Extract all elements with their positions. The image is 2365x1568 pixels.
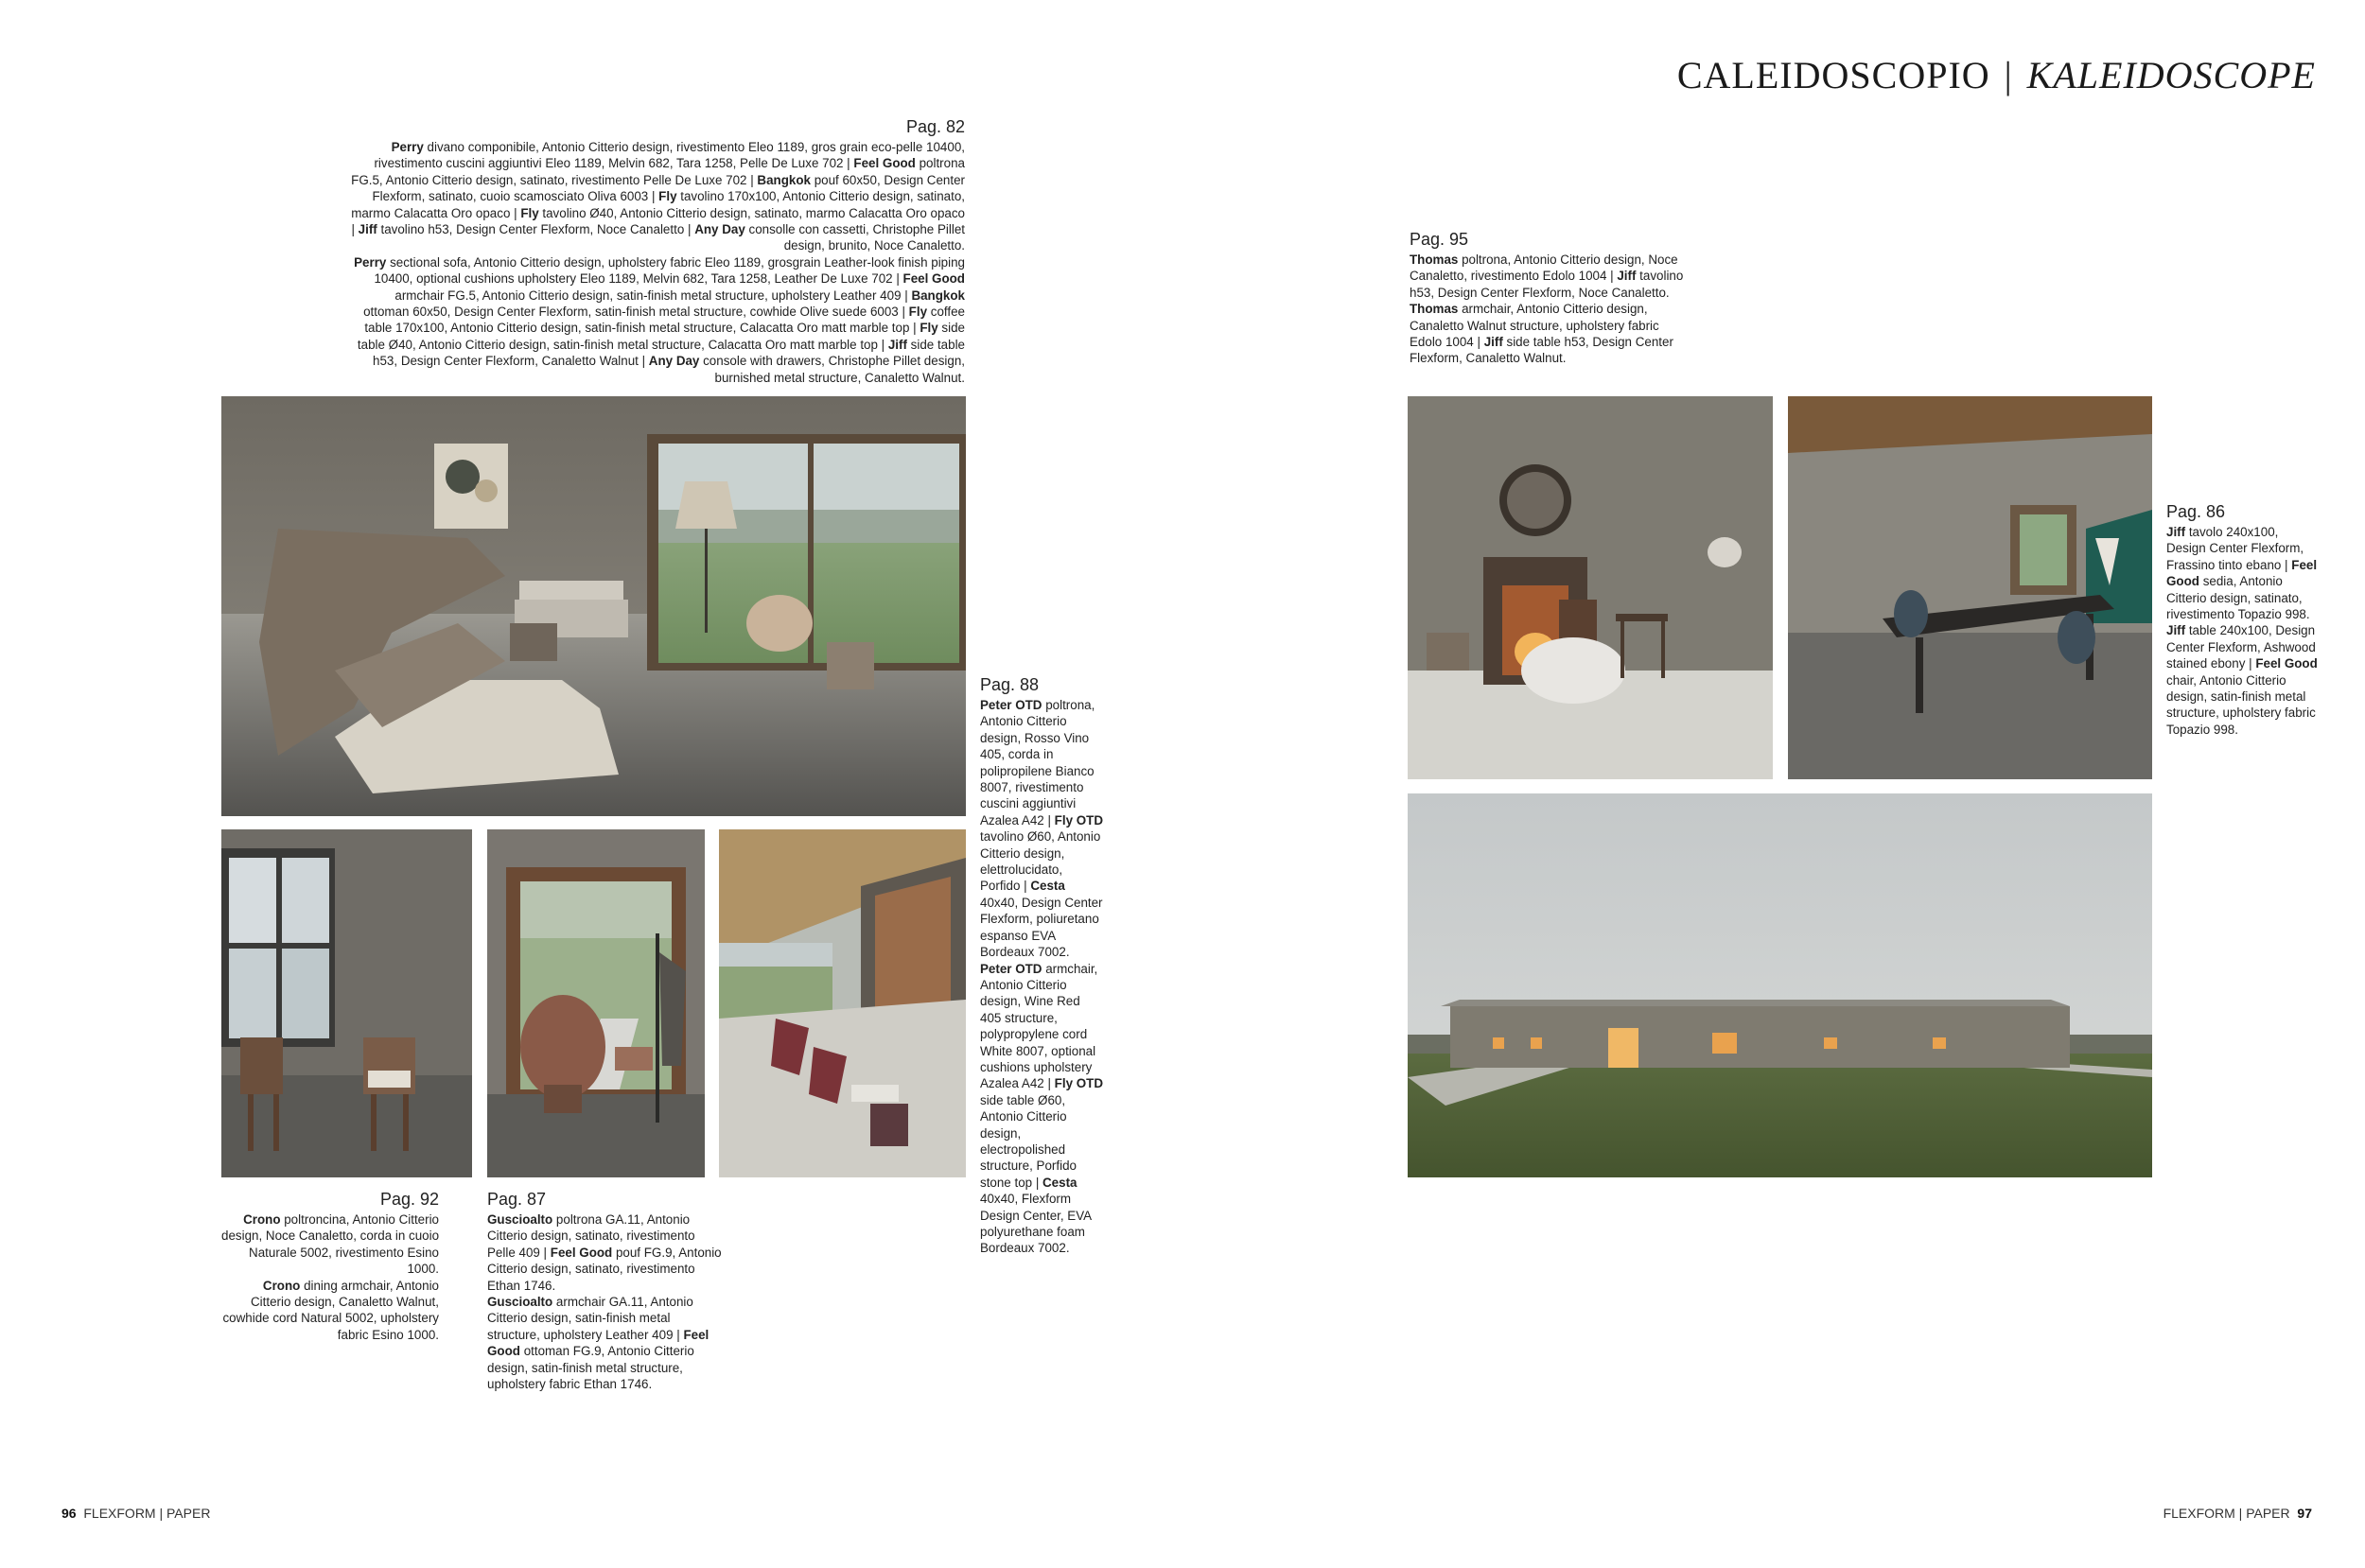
caption-pag-86 <box>2166 502 2318 738</box>
caption-page-number: Pag. 95 <box>1410 230 1469 249</box>
caption-page-number: Pag. 88 <box>980 675 1040 694</box>
product-name: Cesta <box>1030 879 1065 894</box>
product-name: Jiff <box>2166 623 2186 638</box>
title-english: KALEIDOSCOPE <box>2026 54 2316 96</box>
product-name: Thomas <box>1410 253 1459 267</box>
caption-text-it: Perry divano componibile, Antonio Citterio design, rivestimento Eleo 1189, gros grain eco-pelle 10400, rivestimento cuscini aggiuntivi Eleo 1189, Melvin 682, Tara 1258, Pelle De Luxe 702 | Feel Good poltrona FG.5, Antonio Citterio design, satinato, rivestimento Pelle De Luxe 702 | Bangkok pouf 60x50, Design Center Flexform, satinato, cuoio scamosciato Oliva 6003 | Fly tavolino 170x100, Antonio Citterio design, satinato, marmo Calacatta Oro opaco | Fly tavolino Ø40, Antonio Citterio design, satinato, marmo Calacatta Oro opaco | Jiff tavolino h53, Design Center Flexform, Noce Canaletto | Any Day consolle con cassetti, Christophe Pillet design, brunito, Noce Canaletto. <box>351 140 965 253</box>
page-number-right: 97 <box>2297 1506 2312 1521</box>
product-name: Jiff <box>1617 269 1637 284</box>
caption-pag-82 <box>350 117 965 386</box>
product-name: Feel Good <box>2166 557 2318 589</box>
product-name: Jiff <box>887 337 907 352</box>
guscioalto-armchair-photo <box>487 829 705 1177</box>
dining-armchairs-photo <box>221 829 472 1177</box>
product-name: Crono <box>243 1212 281 1227</box>
product-name: Fly <box>908 305 928 320</box>
caption-text-en: Peter OTD armchair, Antonio Citterio design, Wine Red 405 structure, polypropylene cord White 8007, optional cushions upholstery Azalea A42 | Fly OTD side table Ø60, Antonio Citterio design, electropolished structure, Porfido stone top | Cesta 40x40, Flexform Design Center, EVA polyurethane foam Bordeaux 7002. <box>980 961 1104 1256</box>
caption-page-number: Pag. 86 <box>2166 502 2226 521</box>
outdoor-porch-photo <box>719 829 966 1177</box>
caption-page-number: Pag. 82 <box>905 117 965 136</box>
caption-text-it: Peter OTD poltrona, Antonio Citterio design, Rosso Vino 405, corda in polipropilene Bianco 8007, rivestimento cuscini aggiuntivi Azalea A42 | Fly OTD tavolino Ø60, Antonio Citterio design, elettrolucidato, Porfido | Cesta 40x40, Design Center Flexform, poliuretano espanso EVA Bordeaux 7002. <box>980 698 1104 960</box>
dining-table-photo <box>1788 396 2152 779</box>
caption-page-number: Pag. 87 <box>487 1190 547 1209</box>
caption-pag-88 <box>980 675 1103 1257</box>
caption-text-en: Guscioalto armchair GA.11, Antonio Citterio design, satin-finish metal structure, upholstery Leather 409 | Feel Good ottoman FG.9, Antonio Citterio design, satin-finish metal structure, upholstery fabric Ethan 1746. <box>487 1295 710 1392</box>
living-room-photo <box>221 396 966 816</box>
product-name: Feel Good <box>487 1327 710 1359</box>
caption-pag-87 <box>487 1190 724 1392</box>
title-separator: | <box>2004 54 2013 96</box>
caption-page-number: Pag. 92 <box>379 1190 439 1209</box>
footer-right <box>2164 1506 2312 1521</box>
product-name: Feel Good <box>902 271 965 287</box>
caption-text-en: Thomas armchair, Antonio Citterio design, Canaletto Walnut structure, upholstery fabric Edolo 1004 | Jiff side table h53, Design Center Flexform, Canaletto Walnut. <box>1410 302 1673 366</box>
caption-pag-92 <box>221 1190 439 1343</box>
product-name: Bangkok <box>911 287 965 303</box>
product-name: Feel Good <box>853 156 916 171</box>
product-name: Guscioalto <box>487 1212 553 1227</box>
product-name: Fly <box>920 321 938 336</box>
title-italian: CALEIDOSCOPIO <box>1676 54 1990 96</box>
caption-text-it: Guscioalto poltrona GA.11, Antonio Citterio design, satinato, rivestimento Pelle 409 | Feel Good pouf FG.9, Antonio Citterio design, satinato, rivestimento Ethan 1746. <box>487 1212 722 1293</box>
product-name: Fly OTD <box>1054 1076 1104 1091</box>
product-name: Any Day <box>648 354 700 369</box>
product-name: Jiff <box>1483 335 1503 350</box>
caption-text-it: Crono poltroncina, Antonio Citterio design, Noce Canaletto, corda in cuoio Naturale 5002, rivestimento Esino 1000. <box>221 1212 440 1277</box>
caption-text-en: Perry sectional sofa, Antonio Citterio design, upholstery fabric Eleo 1189, grosgrain Leather-look finish piping 10400, optional cushions upholstery Eleo 1189, Melvin 682, Tara 1258, Leather De Luxe 702 | Feel Good armchair FG.5, Antonio Citterio design, satin-finish metal structure, upholstery Leather 409 | Bangkok ottoman 60x50, Design Center Flexform, satin-finish metal structure, cowhide Olive suede 6003 | Fly coffee table 170x100, Antonio Citterio design, satin-finish metal structure, Calacatta Oro matt marble top | Fly side table Ø40, Antonio Citterio design, satin-finish metal structure, Calacatta Oro matt marble top | Jiff side table h53, Design Center Flexform, Canaletto Walnut | Any Day console with drawers, Christophe Pillet design, burnished metal structure, Canaletto Walnut. <box>354 254 965 385</box>
product-name: Feel Good <box>550 1245 613 1260</box>
product-name: Guscioalto <box>487 1295 553 1310</box>
caption-text-en: Jiff table 240x100, Design Center Flexform, Ashwood stained ebony | Feel Good chair, Antonio Citterio design, satin-finish metal structure, upholstery fabric Topazio 998. <box>2166 623 2318 737</box>
product-name: Crono <box>262 1278 301 1293</box>
product-name: Peter OTD <box>980 698 1042 712</box>
product-name: Cesta <box>1042 1175 1077 1190</box>
caption-text-it: Jiff tavolo 240x100, Design Center Flexform, Frassino tinto ebano | Feel Good sedia, Antonio Citterio design, satinato, rivestimento Topazio 998. <box>2166 525 2318 622</box>
caption-text-en: Crono dining armchair, Antonio Citterio design, Canaletto Walnut, cowhide cord Natural 5002, upholstery fabric Esino 1000. <box>222 1278 439 1342</box>
caption-text-it: Thomas poltrona, Antonio Citterio design, Noce Canaletto, rivestimento Edolo 1004 | Jiff tavolino h53, Design Center Flexform, Noce Canaletto. <box>1410 253 1684 300</box>
building-exterior-photo <box>1408 793 2152 1177</box>
footer-brand-left: FLEXFORM | PAPER <box>83 1506 211 1521</box>
product-name: Thomas <box>1410 302 1459 317</box>
product-name: Feel Good <box>2255 656 2318 671</box>
product-name: Jiff <box>2166 525 2186 539</box>
product-name: Peter OTD <box>980 961 1042 976</box>
caption-pag-95 <box>1410 230 1693 367</box>
product-name: Jiff <box>358 222 377 237</box>
footer-left <box>61 1506 210 1521</box>
product-name: Bangkok <box>757 172 811 187</box>
product-name: Any Day <box>694 222 745 237</box>
footer-brand-right: FLEXFORM | PAPER <box>2163 1506 2290 1521</box>
product-name: Fly <box>658 189 677 204</box>
product-name: Fly <box>520 205 539 220</box>
product-name: Perry <box>391 140 424 154</box>
product-name: Perry <box>354 254 387 270</box>
product-name: Fly OTD <box>1054 812 1104 828</box>
page-number-left: 96 <box>61 1506 77 1521</box>
fireplace-armchair-photo <box>1408 396 1773 779</box>
page-title <box>1677 53 2316 97</box>
